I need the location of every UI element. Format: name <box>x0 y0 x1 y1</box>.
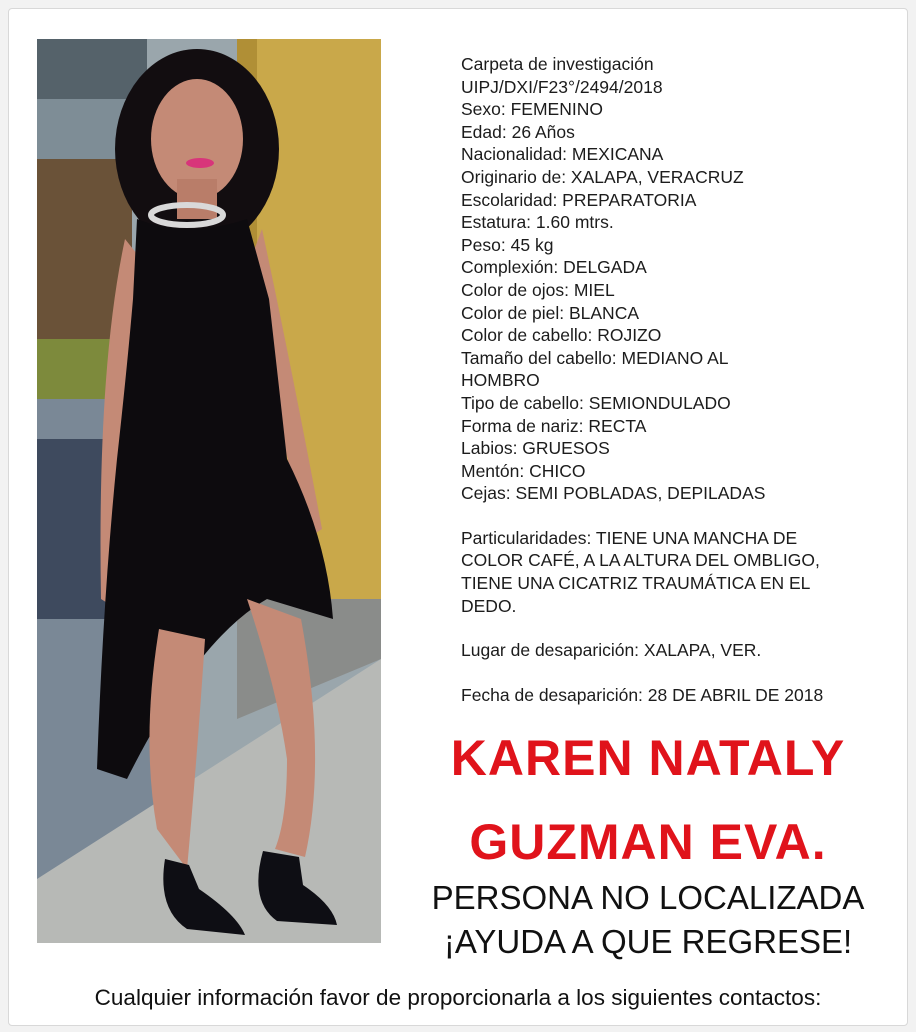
detail-particular-marks: Particularidades: TIENE UNA MANCHA DE COLOR CAFÉ, A LA ALTURA DEL OMBLIGO, TIENE UNA CICATRIZ TRAUMÁTICA EN EL DEDO. <box>461 527 820 616</box>
case-file-number: UIPJ/DXI/F23°/2494/2018 <box>461 76 663 97</box>
detail-education: Escolaridad: PREPARATORIA <box>461 189 697 210</box>
detail-weight: Peso: 45 kg <box>461 234 554 255</box>
person-name-first: KAREN NATALY <box>450 730 846 786</box>
detail-chin: Mentón: CHICO <box>461 460 586 481</box>
detail-nationality: Nacionalidad: MEXICANA <box>461 144 664 165</box>
detail-skin-color: Color de piel: BLANCA <box>461 302 639 323</box>
detail-nose-shape: Forma de nariz: RECTA <box>461 415 647 436</box>
detail-build: Complexión: DELGADA <box>461 257 647 278</box>
detail-lips: Labios: GRUESOS <box>461 438 610 459</box>
detail-sex: Sexo: FEMENINO <box>461 99 603 120</box>
person-photo-illustration <box>37 39 381 943</box>
person-name-last: GUZMAN EVA. <box>469 814 827 870</box>
detail-eyebrows: Cejas: SEMI POBLADAS, DEPILADAS <box>461 483 766 504</box>
detail-eye-color: Color de ojos: MIEL <box>461 279 615 300</box>
detail-disappearance-place: Lugar de desaparición: XALAPA, VER. <box>461 640 762 661</box>
detail-origin: Originario de: XALAPA, VERACRUZ <box>461 166 744 187</box>
detail-hair-length: Tamaño del cabello: MEDIANO AL HOMBRO <box>461 347 728 391</box>
contact-footer: Cualquier información favor de proporcionarla a los siguientes contactos: <box>94 985 822 1010</box>
person-photo <box>37 39 381 943</box>
detail-disappearance-date: Fecha de desaparición: 28 DE ABRIL DE 2018 <box>461 684 824 705</box>
detail-hair-color: Color de cabello: ROJIZO <box>461 325 662 346</box>
case-file-label: Carpeta de investigación <box>461 54 654 74</box>
status-help-return: ¡AYUDA A QUE REGRESE! <box>443 923 853 960</box>
detail-hair-type: Tipo de cabello: SEMIONDULADO <box>461 392 731 413</box>
detail-height: Estatura: 1.60 mtrs. <box>461 212 614 233</box>
person-details <box>461 53 901 706</box>
detail-age: Edad: 26 Años <box>461 121 575 142</box>
missing-person-poster <box>8 8 908 1026</box>
status-not-located: PERSONA NO LOCALIZADA <box>431 879 865 916</box>
